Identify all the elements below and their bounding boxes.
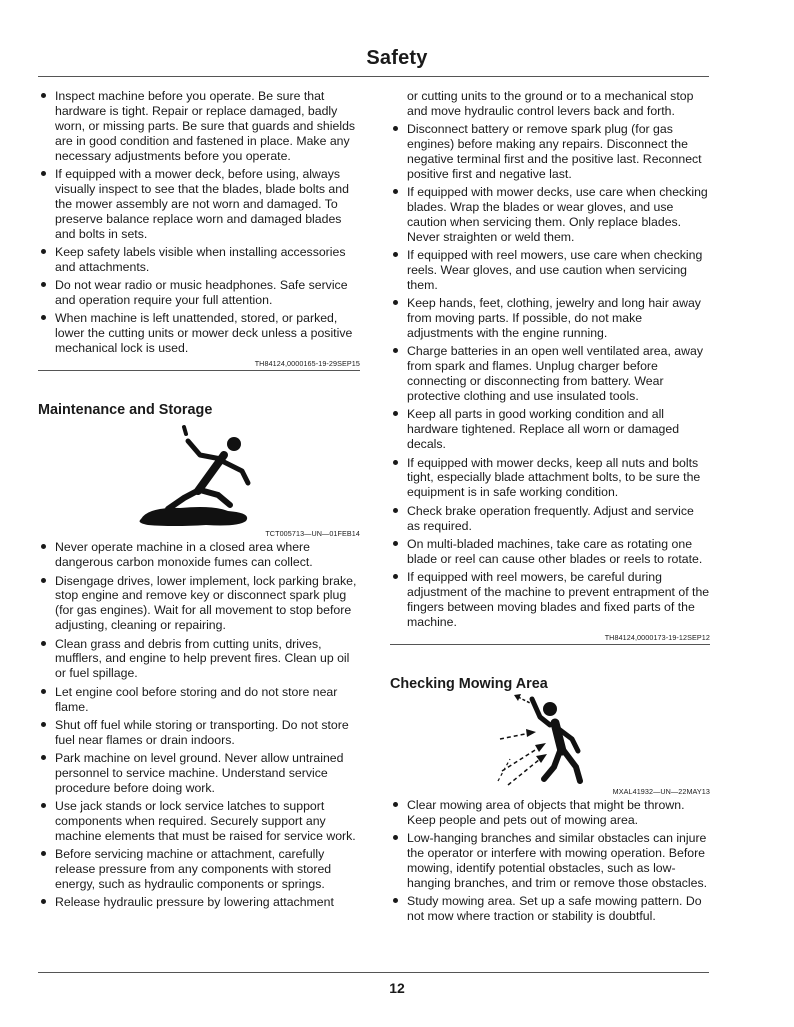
- bullet-icon: [393, 898, 398, 903]
- bullet-icon: [393, 252, 398, 257]
- list-item: Let engine cool before storing and do not store near flame.: [38, 685, 360, 715]
- page-title: Safety: [366, 47, 428, 69]
- bullet-icon: [41, 722, 46, 727]
- mowing-heading: Checking Mowing Area: [390, 676, 548, 693]
- list-item: If equipped with reel mowers, use care when checking reels. Wear gloves, and use caution when servicing them.: [390, 248, 710, 293]
- list-item: Clear mowing area of objects that might be thrown. Keep people and pets out of mowing area.: [390, 798, 710, 828]
- list-item: Keep hands, feet, clothing, jewelry and long hair away from moving parts. If possible, do not make adjustments with the engine running.: [390, 296, 710, 341]
- bullet-icon: [41, 851, 46, 856]
- maintenance-bullet-list: [38, 540, 360, 910]
- list-item: If equipped with mower decks, use care when checking blades. Wrap the blades or wear gloves, and use caution when servicing them. Only replace blades. Never straighten or weld them.: [390, 185, 710, 245]
- bullet-icon: [41, 315, 46, 320]
- list-item: Inspect machine before you operate. Be sure that hardware is tight. Repair or replace damaged, badly worn, or missing parts. Be sure that guards and shields are in good condition and fastened in place. Make any necessary adjustments before you operate.: [38, 89, 360, 164]
- list-item: Clean grass and debris from cutting units, drives, mufflers, and engine to help prevent fires. Clean up oil or fuel spillage.: [38, 637, 360, 682]
- list-item: Never operate machine in a closed area where dangerous carbon monoxide fumes can collect.: [38, 540, 360, 570]
- list-item-continuation: or cutting units to the ground or to a mechanical stop and move hydraulic control levers back and forth.: [407, 89, 694, 118]
- bullet-icon: [41, 544, 46, 549]
- image-code: MXAL41932—UN—22MAY13: [612, 787, 710, 797]
- list-item: If equipped with mower decks, keep all nuts and bolts tight, especially blade attachment bolts, to be sure the equipment is in safe working condition.: [390, 456, 710, 501]
- list-item: Shut off fuel while storing or transporting. Do not store fuel near flames or drain indoors.: [38, 718, 360, 748]
- bullet-icon: [393, 189, 398, 194]
- reference-code: TH84124,0000173-19-12SEP12: [604, 633, 710, 643]
- mowing-bullet-list: [390, 798, 710, 924]
- bullet-icon: [393, 460, 398, 465]
- bullet-icon: [393, 541, 398, 546]
- list-item: Park machine on level ground. Never allow untrained personnel to service machine. Understand service procedure before doing work.: [38, 751, 360, 796]
- page-number: 12: [389, 980, 405, 996]
- bullet-icon: [393, 574, 398, 579]
- list-item: Disengage drives, lower implement, lock parking brake, stop engine and remove key or disconnect spark plug (for gas engines). Wait for all movement to stop before adjusting, cleaning or repairing.: [38, 574, 360, 634]
- list-item: If equipped with reel mowers, be careful during adjustment of the machine to prevent entrapment of the fingers between moving blades and fixed parts of the machine.: [390, 570, 710, 630]
- bullet-icon: [41, 755, 46, 760]
- bullet-icon: [393, 802, 398, 807]
- bullet-icon: [41, 578, 46, 583]
- bullet-icon: [41, 803, 46, 808]
- bullet-icon: [393, 126, 398, 131]
- bullet-icon: [393, 508, 398, 513]
- list-item: Use jack stands or lock service latches to support components when required. Securely support any machine elements that must be raised for service work.: [38, 799, 360, 844]
- list-item: Keep all parts in good working condition and all hardware tightened. Replace all worn or damaged decals.: [390, 407, 710, 452]
- header-rule: [38, 76, 709, 77]
- list-item: Before servicing machine or attachment, carefully release pressure from any components with stored energy, such as hydraulic components or springs.: [38, 847, 360, 892]
- list-item: Check brake operation frequently. Adjust and service as required.: [390, 504, 710, 534]
- list-item: Keep safety labels visible when installing accessories and attachments.: [38, 245, 360, 275]
- bullet-icon: [41, 249, 46, 254]
- list-item: Low-hanging branches and similar obstacles can injure the operator or interfere with mowing operation. Before mowing, identify potential obstacles, such as low-hanging branches, and trim or remove those obstacles.: [390, 831, 710, 891]
- thrown-object-hazard-icon: [390, 693, 710, 787]
- image-code: TCT005713—UN—01FEB14: [265, 529, 360, 539]
- footer-rule: [38, 972, 709, 973]
- bullet-icon: [41, 899, 46, 904]
- list-item: When machine is left unattended, stored, or parked, lower the cutting units or mower deck unless a positive mechanical lock is used.: [38, 311, 360, 356]
- bullet-icon: [41, 93, 46, 98]
- list-item: If equipped with a mower deck, before using, always visually inspect to see that the blades, blade bolts and the mower assembly are not worn and damaged. To preserve balance replace worn and damaged blades and bolts in sets.: [38, 167, 360, 242]
- bullet-icon: [41, 282, 46, 287]
- list-item: Study mowing area. Set up a safe mowing pattern. Do not mow where traction or stability is doubtful.: [390, 894, 710, 924]
- bullet-icon: [41, 689, 46, 694]
- repair-bullet-list: [390, 89, 710, 630]
- maintenance-heading: Maintenance and Storage: [38, 402, 213, 419]
- bullet-icon: [393, 348, 398, 353]
- list-item: Charge batteries in an open well ventilated area, away from spark and flames. Unplug charger before connecting or disconnecting from battery. Wear protective clothing and use insulated tools.: [390, 344, 710, 404]
- right-column: [390, 89, 710, 928]
- list-item: Disconnect battery or remove spark plug (for gas engines) before making any repairs. Disconnect the negative terminal first and the positive last. Reconnect positive first and negative last.: [390, 122, 710, 182]
- bullet-icon: [393, 300, 398, 305]
- bullet-icon: [41, 641, 46, 646]
- left-column: [38, 89, 360, 914]
- inspection-bullet-list: [38, 89, 360, 356]
- list-item: Release hydraulic pressure by lowering attachment: [38, 895, 360, 910]
- list-item: Do not wear radio or music headphones. Safe service and operation require your full attention.: [38, 278, 360, 308]
- bullet-icon: [41, 171, 46, 176]
- slip-hazard-icon: [38, 419, 360, 529]
- reference-code: TH84124,0000165-19-29SEP15: [254, 359, 360, 369]
- list-item: On multi-bladed machines, take care as rotating one blade or reel can cause other blades or reels to rotate.: [390, 537, 710, 567]
- bullet-icon: [393, 835, 398, 840]
- bullet-icon: [393, 411, 398, 416]
